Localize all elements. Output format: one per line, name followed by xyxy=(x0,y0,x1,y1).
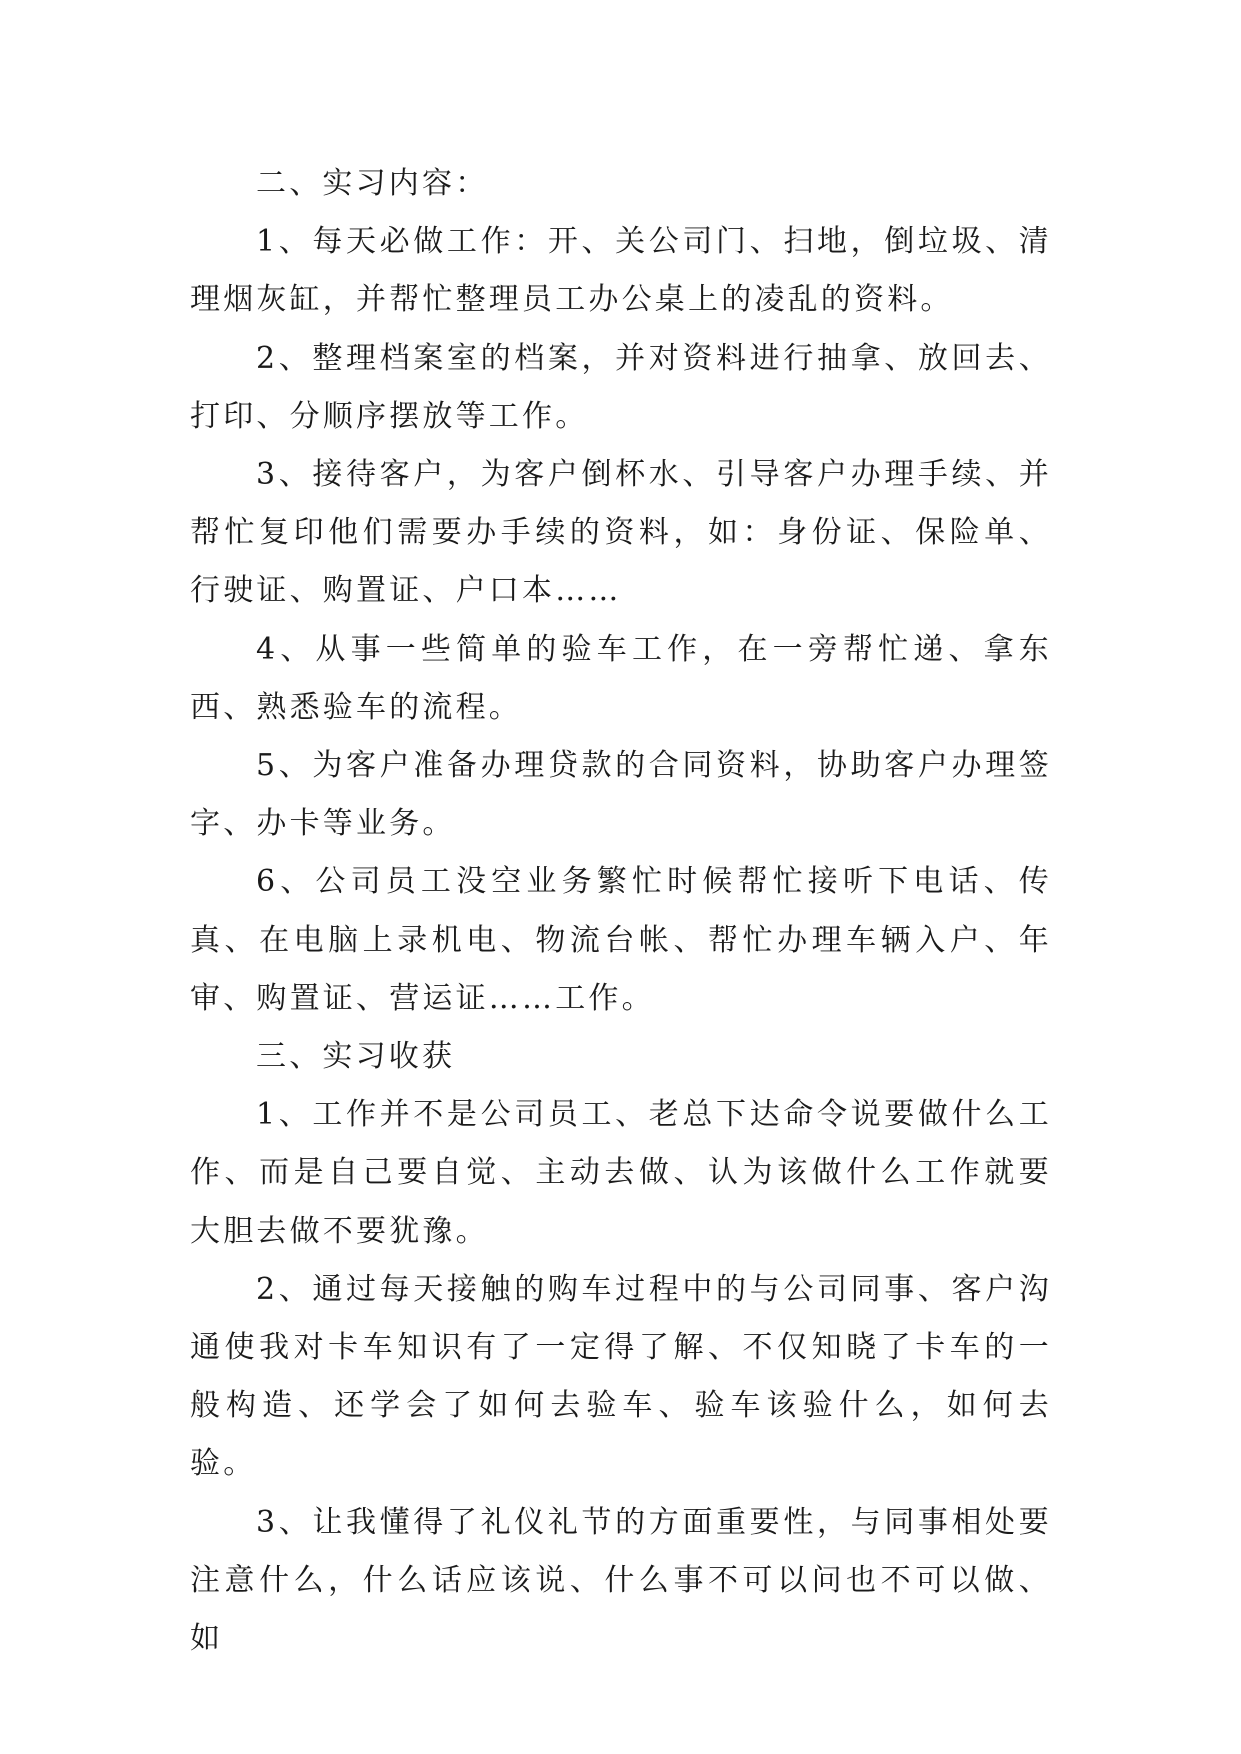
paragraph-daily-work: 1、每天必做工作：开、关公司门、扫地，倒垃圾、清理烟灰缸，并帮忙整理员工办公桌上的凌乱的资料。 xyxy=(190,224,1052,318)
paragraph-vehicle-inspection: 4、从事一些简单的验车工作，在一旁帮忙递、拿东西、熟悉验车的流程。 xyxy=(190,631,1052,725)
paragraph-loan-documents: 5、为客户准备办理贷款的合同资料，协助客户办理签字、办卡等业务。 xyxy=(190,748,1052,842)
document-body xyxy=(190,155,1052,1668)
paragraph-reception: 3、接待客户，为客户倒杯水、引导客户办理手续、并帮忙复印他们需要办手续的资料，如：身份证、保险单、行驶证、购置证、户口本…… xyxy=(190,457,1052,609)
paragraph-office-support: 6、公司员工没空业务繁忙时候帮忙接听下电话、传真、在电脑上录机电、物流台帐、帮忙办理车辆入户、年审、购置证、营运证……工作。 xyxy=(190,864,1052,1016)
heading-internship-content: 二、实习内容： xyxy=(256,166,489,201)
paragraph-gain-truck-knowledge: 2、通过每天接触的购车过程中的与公司同事、客户沟通使我对卡车知识有了一定得了解、不仅知晓了卡车的一般构造、还学会了如何去验车、验车该验什么，如何去验。 xyxy=(190,1271,1052,1482)
paragraph-archive-work: 2、整理档案室的档案，并对资料进行抽拿、放回去、打印、分顺序摆放等工作。 xyxy=(190,340,1052,434)
paragraph-gain-initiative: 1、工作并不是公司员工、老总下达命令说要做什么工作、而是自己要自觉、主动去做、认为该做什么工作就要大胆去做不要犹豫。 xyxy=(190,1097,1052,1249)
heading-internship-gains: 三、实习收获 xyxy=(256,1039,456,1075)
paragraph-gain-etiquette: 3、让我懂得了礼仪礼节的方面重要性，与同事相处要注意什么，什么话应该说、什么事不可以问也不可以做、如 xyxy=(190,1504,1052,1657)
